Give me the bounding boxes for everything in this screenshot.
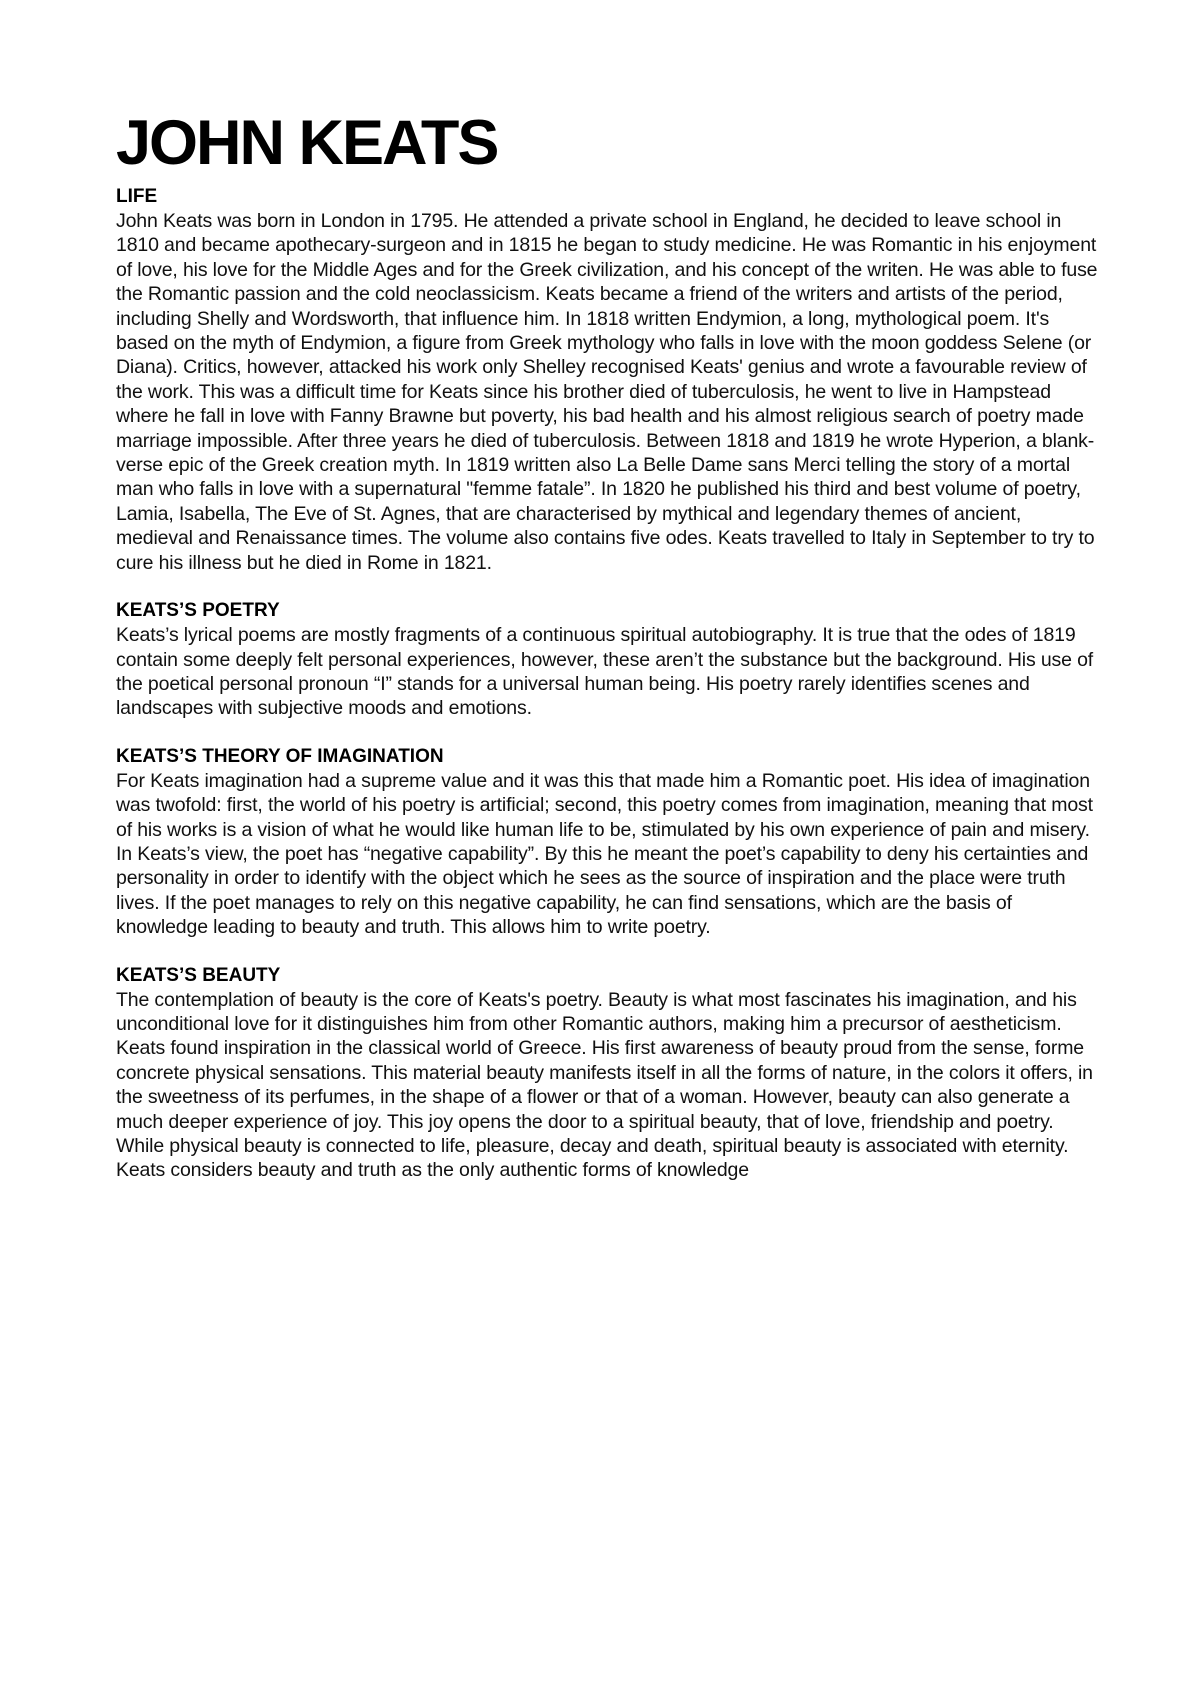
section-imagination	[116, 745, 1098, 940]
section-imagination-paragraph-2: In Keats’s view, the poet has “negative capability”. By this he meant the poet’s capability to deny his certainties and personality in order to identify with the object which he sees as the source of inspiration and the place were truth lives. If the poet manages to rely on this negative capability, he can find sensations, which are the basis of knowledge leading to beauty and truth. This allows him to write poetry.	[116, 842, 1089, 939]
section-heading-beauty: KEATS’S BEAUTY	[116, 964, 281, 986]
section-heading-imagination: KEATS’S THEORY OF IMAGINATION	[116, 745, 444, 767]
section-imagination-paragraph-1: For Keats imagination had a supreme value and it was this that made him a Romantic poet. His idea of imagination was twofold: first, the world of his poetry is artificial; second, this poetry comes from imagination, meaning that most of his works is a vision of what he would like human life to be, stimulated by his own experience of pain and misery.	[116, 769, 1093, 841]
document-page	[116, 108, 1098, 1183]
section-poetry-paragraph: Keats’s lyrical poems are mostly fragments of a continuous spiritual autobiography. It is true that the odes of 1819 contain some deeply felt personal experiences, however, these aren’t the substance but the background. His use of the poetical personal pronoun “I” stands for a universal human being. His poetry rarely identifies scenes and landscapes with subjective moods and emotions.	[116, 624, 1094, 720]
section-poetry	[116, 599, 1098, 721]
section-beauty	[116, 964, 1098, 1183]
document-title: JOHN KEATS	[116, 108, 498, 178]
section-beauty-paragraph: The contemplation of beauty is the core of Keats's poetry. Beauty is what most fascinates his imagination, and his unconditional love for it distinguishes him from other Romantic authors, making him a precursor of aestheticism. Keats found inspiration in the classical world of Greece. His first awareness of beauty proud from the sense, forme concrete physical sensations. This material beauty manifests itself in all the forms of nature, in the colors it offers, in the sweetness of its perfumes, in the shape of a flower or that of a woman. However, beauty can also generate a much deeper experience of joy. This joy opens the door to a spiritual beauty, that of love, friendship and poetry. While physical beauty is connected to life, pleasure, decay and death, spiritual beauty is associated with eternity. Keats considers beauty and truth as the only authentic forms of knowledge	[116, 988, 1093, 1182]
section-life	[116, 185, 1098, 575]
section-life-paragraph: John Keats was born in London in 1795. He attended a private school in England, he decided to leave school in 1810 and became apothecary-surgeon and in 1815 he began to study medicine. He was Romantic in his enjoyment of love, his love for the Middle Ages and for the Greek civilization, and his concept of the writen. He was able to fuse the Romantic passion and the cold neoclassicism. Keats became a friend of the writers and artists of the period, including Shelly and Wordsworth, that influence him. In 1818 written Endymion, a long, mythological poem. It's based on the myth of Endymion, a figure from Greek mythology who falls in love with the moon goddess Selene (or Diana). Critics, however, attacked his work only Shelley recognised Keats' genius and wrote a favourable review of the work. This was a difficult time for Keats since his brother died of tuberculosis, he went to live in Hampstead where he fall in love with Fanny Brawne but poverty, his bad health and his almost religious search of poetry made marriage impossible. After three years he died of tuberculosis. Between 1818 and 1819 he wrote Hyperion, a blank-verse epic of the Greek creation myth. In 1819 written also La Belle Dame sans Merci telling the story of a mortal man who falls in love with a supernatural "femme fatale”. In 1820 he published his third and best volume of poetry, Lamia, Isabella, The Eve of St. Agnes, that are characterised by mythical and legendary themes of ancient, medieval and Renaissance times. The volume also contains five odes. Keats travelled to Italy in September to try to cure his illness but he died in Rome in 1821.	[116, 210, 1098, 574]
section-heading-poetry: KEATS’S POETRY	[116, 600, 280, 622]
section-heading-life: LIFE	[116, 186, 158, 207]
